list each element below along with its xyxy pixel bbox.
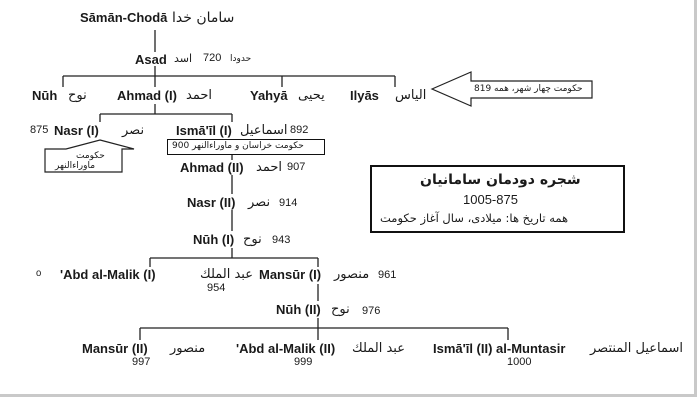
node-mansur1-year: 961	[378, 269, 397, 281]
node-ismail2-year: 1000	[507, 356, 532, 368]
node-nuh-fa: نوح	[68, 88, 87, 103]
node-nasr2-fa: نصر	[248, 195, 271, 210]
node-nasr1-fa: نصر	[122, 123, 145, 138]
node-mansur1-en: Mansūr (I)	[259, 267, 322, 282]
ilyas-rule-note: حكومت چهار شهر، همه 819	[474, 84, 583, 94]
node-abdmalik2-fa: عبد الملك	[352, 341, 405, 356]
ismail1-rule-note: حکومت خراسان و ماوراءالنهر 900	[172, 141, 304, 151]
node-nuh-en: Nūh	[32, 88, 58, 103]
mark-circle: ₒ	[36, 262, 42, 278]
node-nuh1-year: 943	[272, 234, 291, 246]
node-asad-en: Asad	[135, 52, 167, 67]
node-ismail2-fa: اسماعيل المنتصر	[590, 341, 684, 356]
node-abdmalik1-year: 954	[207, 282, 226, 294]
info-title: شجره دودمان سامانيان	[420, 172, 581, 188]
node-mansur2-fa: منصور	[170, 341, 206, 356]
node-ismail1-en: Ismā'īl (I)	[176, 123, 232, 138]
node-nasr1-en: Nasr (I)	[54, 123, 99, 138]
info-years: 1005-875	[463, 192, 518, 207]
node-ahmad1-fa: احمد	[186, 88, 212, 103]
node-nuh1-en: Nūh (I)	[193, 232, 235, 247]
node-ahmad2-year: 907	[287, 161, 306, 173]
node-ilyas-en: Ilyās	[350, 88, 379, 103]
node-ilyas-fa: الياس	[395, 88, 427, 103]
nasr-rule-note-line2: ماوراءالنهر	[55, 161, 96, 171]
node-ahmad2-en: Ahmad (II)	[180, 160, 244, 175]
node-saman-fa: سامان خدا	[172, 10, 235, 26]
node-abdmalik1-fa: عبد الملك	[200, 267, 253, 282]
nasr-rule-note-line1: حکومت	[76, 151, 105, 161]
node-ahmad2-fa: احمد	[256, 160, 282, 175]
node-saman-en: Sāmān-Chodā	[80, 10, 168, 25]
node-ismail2-en: Ismā'īl (II) al-Muntasir	[433, 341, 566, 356]
node-abdmalik1-en: 'Abd al-Malik (I)	[60, 267, 156, 282]
node-mansur1-fa: منصور	[334, 267, 370, 282]
node-nuh1-fa: نوح	[243, 232, 262, 247]
node-nasr1-year: 875	[30, 124, 49, 136]
node-abdmalik2-en: 'Abd al-Malik (II)	[236, 341, 336, 356]
node-asad-year: 720	[203, 52, 222, 64]
node-ismail1-fa: اسماعيل	[240, 123, 288, 138]
node-abdmalik2-year: 999	[294, 356, 313, 368]
info-subtitle: همه تاريخ ها: ميلادی، سال آغاز حکومت	[380, 211, 569, 225]
node-nuh2-fa: نوح	[331, 302, 350, 317]
node-asad-note: حدودا	[230, 54, 252, 64]
node-yahya-fa: يحيى	[298, 88, 325, 103]
node-mansur2-en: Mansūr (II)	[82, 341, 148, 356]
node-mansur2-year: 997	[132, 356, 151, 368]
node-nuh2-year: 976	[362, 305, 381, 317]
node-ahmad1-en: Ahmad (I)	[117, 88, 177, 103]
node-asad-fa: اسد	[174, 52, 193, 65]
node-nuh2-en: Nūh (II)	[276, 302, 321, 317]
node-ismail1-year: 892	[290, 124, 309, 136]
node-nasr2-year: 914	[279, 197, 298, 209]
node-yahya-en: Yahyā	[250, 88, 288, 103]
node-nasr2-en: Nasr (II)	[187, 195, 236, 210]
